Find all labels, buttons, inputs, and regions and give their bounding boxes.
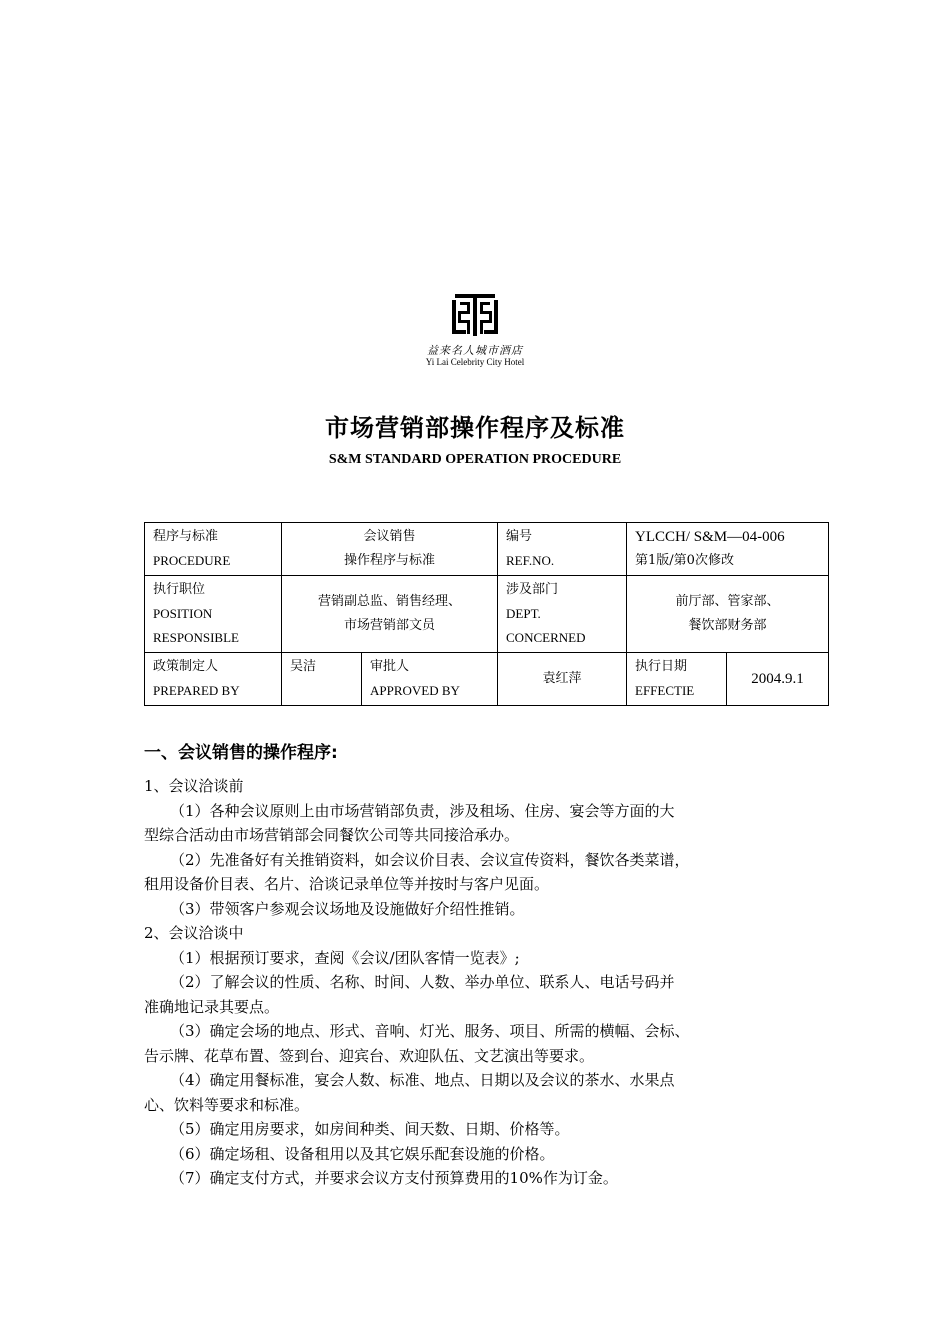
hotel-name-english: Yi Lai Celebrity City Hotel xyxy=(425,357,525,367)
effective-label-cn: 执行日期 xyxy=(635,659,688,674)
approved-label-en: APPROVED BY xyxy=(370,683,460,698)
paragraph-line: （5）确定用房要求，如房间种类、间天数、日期、价格等。 xyxy=(170,1120,570,1138)
paragraph-line: （4）确定用餐标准，宴会人数、标准、地点、日期以及会议的茶水、水果点 xyxy=(170,1071,675,1089)
paragraph-line: （2）了解会议的性质、名称、时间、人数、举办单位、联系人、电话号码并 xyxy=(170,973,675,991)
paragraph-line: （7）确定支付方式，并要求会议方支付预算费用的10%作为订金。 xyxy=(170,1169,618,1187)
position-value-line2: 市场营销部文员 xyxy=(344,618,436,633)
ref-label-cn: 编号 xyxy=(506,529,533,544)
prepared-label-cell xyxy=(145,653,282,706)
paragraph-line: 告示牌、花草布置、签到台、迎宾台、欢迎队伍、文艺演出等要求。 xyxy=(144,1046,595,1065)
dept-label-cell xyxy=(498,576,627,653)
document-title-english: S&M STANDARD OPERATION PROCEDURE xyxy=(328,452,622,467)
hotel-name-chinese: 益来名人城市酒店 xyxy=(427,344,523,357)
table-row xyxy=(145,576,829,653)
approved-value: 袁红萍 xyxy=(542,671,582,686)
dept-label-en1: DEPT. xyxy=(506,606,541,621)
approved-value-cell xyxy=(498,653,627,706)
paragraph-line: 心、饮料等要求和标准。 xyxy=(144,1095,310,1114)
effective-label-cell xyxy=(627,653,727,706)
position-label-en2: RESPONSIBLE xyxy=(153,630,239,645)
dept-label-en2: CONCERNED xyxy=(506,630,586,645)
approved-label-cn: 审批人 xyxy=(370,659,410,674)
dept-value-line2: 餐饮部财务部 xyxy=(688,618,767,633)
effective-value: 2004.9.1 xyxy=(751,671,804,687)
ref-value-cell xyxy=(627,523,829,576)
paragraph-line: （2）先准备好有关推销资料，如会议价目表、会议宣传资料，餐饮各类菜谱， xyxy=(170,850,690,869)
procedure-label-en: PROCEDURE xyxy=(153,553,231,568)
paragraph-line: （1）根据预订要求，查阅《会议/团队客情一览表》; xyxy=(170,948,520,967)
ref-label-cell xyxy=(498,523,627,576)
position-value-line1: 营销副总监、销售经理、 xyxy=(318,594,462,609)
dept-value-line1: 前厅部、管家部、 xyxy=(675,594,780,609)
approved-label-cell xyxy=(362,653,498,706)
ref-label-en: REF.NO. xyxy=(506,553,555,568)
procedure-value-line1: 会议销售 xyxy=(363,529,416,544)
paragraph-line: （6）确定场租、设备租用以及其它娱乐配套设施的价格。 xyxy=(170,1144,555,1163)
dept-value-cell xyxy=(627,576,829,653)
paragraph-line: 型综合活动由市场营销部会同餐饮公司等共同接洽承办。 xyxy=(144,826,520,844)
prepared-value: 吴洁 xyxy=(290,659,317,674)
prepared-value-cell xyxy=(282,653,362,706)
hotel-logo xyxy=(0,292,950,368)
position-label-cell xyxy=(145,576,282,653)
procedure-value-line2: 操作程序与标准 xyxy=(344,553,436,568)
prepared-label-en: PREPARED BY xyxy=(153,683,240,698)
procedure-label-cn: 程序与标准 xyxy=(153,529,219,544)
prepared-label-cn: 政策制定人 xyxy=(153,659,219,674)
position-value-cell xyxy=(282,576,498,653)
table-row xyxy=(145,523,829,576)
body-content xyxy=(144,774,834,1191)
hotel-emblem-icon xyxy=(450,292,500,338)
paragraph-line: （3）确定会场的地点、形式、音响、灯光、服务、项目、所需的横幅、会标、 xyxy=(170,1022,690,1040)
paragraph-line: 租用设备价目表、名片、洽谈记录单位等并按时与客户见面。 xyxy=(144,875,550,893)
dept-label-cn: 涉及部门 xyxy=(506,582,559,597)
effective-label-en: EFFECTIE xyxy=(635,683,695,698)
subheading: 2、会议洽谈中 xyxy=(144,924,244,942)
section-heading: 一、会议销售的操作程序: xyxy=(144,743,338,763)
ref-value-line1: YLCCH/ S&M—04-006 xyxy=(635,529,785,545)
paragraph-line: （3）带领客户参观会议场地及设施做好介绍性推销。 xyxy=(170,899,525,918)
position-label-cn: 执行职位 xyxy=(153,582,206,597)
effective-value-cell xyxy=(727,653,829,706)
table-row xyxy=(145,653,829,706)
subheading: 1、会议洽谈前 xyxy=(144,777,244,795)
paragraph-line: （1）各种会议原则上由市场营销部负责，涉及租场、住房、宴会等方面的大 xyxy=(170,801,675,820)
paragraph-line: 准确地记录其要点。 xyxy=(144,997,280,1016)
procedure-label-cell xyxy=(145,523,282,576)
ref-value-line2: 第1版/第0次修改 xyxy=(635,553,734,568)
document-title-chinese: 市场营销部操作程序及标准 xyxy=(325,414,625,442)
procedure-info-table xyxy=(144,522,829,706)
position-label-en1: POSITION xyxy=(153,606,213,621)
procedure-value-cell xyxy=(282,523,498,576)
